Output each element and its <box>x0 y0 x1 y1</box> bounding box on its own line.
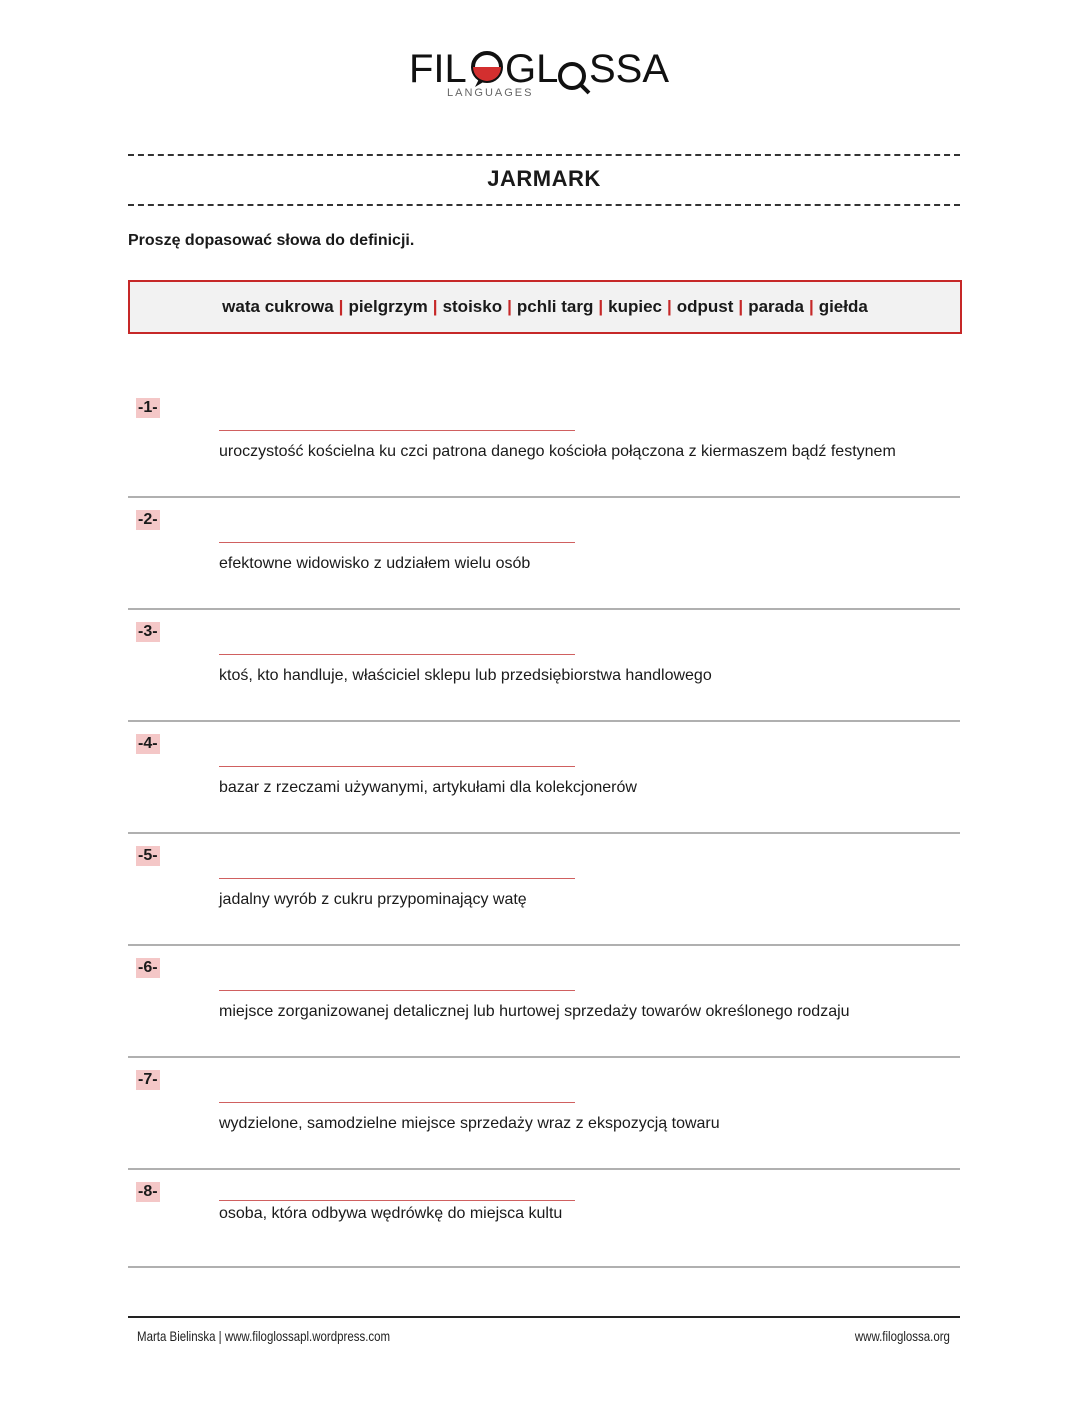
word-bank <box>128 280 962 334</box>
title-bottom-divider <box>128 204 960 206</box>
exercise-item <box>128 722 960 834</box>
item-number: -8- <box>138 1183 158 1200</box>
exercise-items <box>128 386 960 1268</box>
logo <box>0 40 1088 110</box>
word-bank-item: stoisko <box>442 297 503 316</box>
footer-divider <box>128 1316 960 1318</box>
answer-blank[interactable] <box>219 430 575 431</box>
item-definition: uroczystość kościelna ku czci patrona danego kościoła połączona z kiermaszem bądź festynem <box>219 443 896 460</box>
answer-blank[interactable] <box>219 766 575 767</box>
item-number: -2- <box>138 511 158 528</box>
word-bank-item: odpust <box>676 297 734 316</box>
instruction-text: Proszę dopasować słowa do definicji. <box>128 232 415 249</box>
item-number: -6- <box>138 959 158 976</box>
exercise-item <box>128 386 960 498</box>
word-bank-item: wata cukrowa <box>222 297 334 316</box>
word-separator: | <box>808 297 814 316</box>
exercise-item <box>128 1170 960 1268</box>
word-separator: | <box>738 297 744 316</box>
answer-blank[interactable] <box>219 1200 575 1201</box>
page-title: JARMARK <box>487 166 601 191</box>
item-definition: efektowne widowisko z udziałem wielu osób <box>219 555 531 572</box>
item-definition: jadalny wyrób z cukru przypominający watę <box>219 891 527 908</box>
exercise-item <box>128 834 960 946</box>
exercise-item <box>128 1058 960 1170</box>
logo-text-part3: SSA <box>589 47 670 91</box>
item-definition: miejsce zorganizowanej detalicznej lub hurtowej sprzedaży towarów określonego rodzaju <box>219 1003 850 1020</box>
answer-blank[interactable] <box>219 654 575 655</box>
item-number: -7- <box>138 1071 158 1088</box>
title-top-divider <box>128 154 960 156</box>
footer-website-link[interactable]: www.filoglossa.org <box>854 1328 950 1344</box>
logo-text-part2: GL <box>505 47 559 91</box>
answer-blank[interactable] <box>219 878 575 879</box>
filoglossa-logo <box>409 40 679 110</box>
magnifier-icon <box>560 64 589 93</box>
item-definition: ktoś, kto handluje, właściciel sklepu lub przedsiębiorstwa handlowego <box>219 667 712 684</box>
item-number: -4- <box>138 735 158 752</box>
exercise-item <box>128 946 960 1058</box>
item-definition: bazar z rzeczami używanymi, artykułami dla kolekcjonerów <box>219 779 637 796</box>
word-bank-item: kupiec <box>608 297 662 316</box>
answer-blank[interactable] <box>219 990 575 991</box>
logo-tagline: LANGUAGES <box>447 87 534 99</box>
exercise-item <box>128 498 960 610</box>
answer-blank[interactable] <box>219 1102 575 1103</box>
answer-blank[interactable] <box>219 542 575 543</box>
item-number: -3- <box>138 623 158 640</box>
item-definition: osoba, która odbywa wędrówkę do miejsca kultu <box>219 1205 563 1222</box>
word-bank-item: pchli targ <box>516 297 594 316</box>
item-definition: wydzielone, samodzielne miejsce sprzedaży wraz z ekspozycją towaru <box>219 1115 720 1132</box>
speech-bubble-icon <box>473 53 501 87</box>
word-separator: | <box>432 297 438 316</box>
word-bank-item: parada <box>748 297 804 316</box>
word-bank-item: giełda <box>818 297 868 316</box>
word-separator: | <box>667 297 672 316</box>
exercise-item <box>128 610 960 722</box>
item-number: -1- <box>138 399 158 416</box>
word-separator: | <box>598 297 604 316</box>
word-separator: | <box>507 297 512 316</box>
logo-text-part1: FIL <box>409 47 467 91</box>
word-bank-item: pielgrzym <box>348 297 428 316</box>
item-number: -5- <box>138 847 158 864</box>
footer-author-link[interactable]: Marta Bielinska | www.filoglossapl.wordpress.com <box>137 1328 391 1344</box>
word-separator: | <box>338 297 344 316</box>
